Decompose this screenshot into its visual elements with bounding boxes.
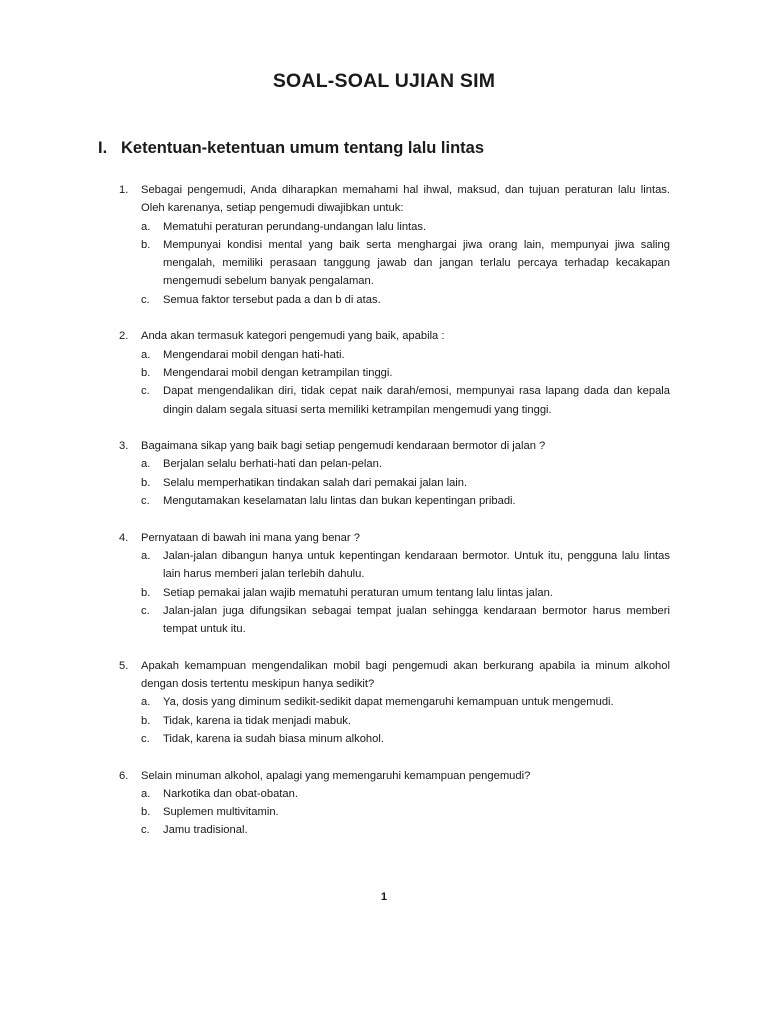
option-text: Jamu tradisional.: [163, 824, 248, 837]
option-item: [141, 821, 670, 839]
option-letter: b.: [141, 714, 151, 727]
option-letter: c.: [141, 604, 150, 617]
option-letter: c.: [141, 824, 150, 837]
section-heading: [98, 139, 484, 158]
option-letter: c.: [141, 293, 150, 306]
option-text: Jalan-jalan dibangun hanya untuk kepentingan kendaraan bermotor. Untuk itu, pengguna lalu lintas lain harus memberi jalan terlebih dahulu.: [163, 549, 670, 581]
option-letter: a.: [141, 348, 151, 361]
option-list: [119, 693, 670, 748]
question-text: Bagaimana sikap yang baik bagi setiap pengemudi kendaraan bermotor di jalan ?: [141, 440, 546, 453]
option-text: Mempunyai kondisi mental yang baik serta menghargai jiwa orang lain, mempunyai jiwa saling mengalah, memiliki perasaan tanggung jawab dan jangan terlalu percaya terhadap kecakapan mengemudi sebelum banyak pengalaman.: [163, 238, 670, 288]
question-text: Pernyataan di bawah ini mana yang benar ?: [141, 531, 360, 544]
option-text: Semua faktor tersebut pada a dan b di atas.: [163, 293, 381, 306]
question-text: Sebagai pengemudi, Anda diharapkan memahami hal ihwal, maksud, dan tujuan peraturan lalu lintas. Oleh karenanya, setiap pengemudi diwajibkan untuk:: [141, 184, 670, 215]
question-number: 5.: [119, 659, 129, 672]
option-item: [141, 474, 670, 492]
option-item: [141, 584, 670, 602]
option-text: Dapat mengendalikan diri, tidak cepat naik darah/emosi, mempunyai rasa lapang dada dan kepala dingin dalam segala situasi serta memiliki ketrampilan mengemudi yang tinggi.: [163, 385, 670, 416]
question-text: Selain minuman alkohol, apalagi yang memengaruhi kemampuan pengemudi?: [141, 769, 531, 782]
option-letter: b.: [141, 476, 151, 489]
question-list: [119, 181, 670, 858]
option-text: Berjalan selalu berhati-hati dan pelan-pelan.: [163, 458, 382, 471]
question-item: [119, 327, 670, 418]
question-number: 3.: [119, 440, 129, 453]
option-text: Narkotika dan obat-obatan.: [163, 787, 298, 800]
option-item: [141, 291, 670, 309]
option-letter: b.: [141, 366, 151, 379]
option-letter: a.: [141, 696, 151, 709]
section-number: I.: [98, 139, 108, 157]
option-letter: a.: [141, 549, 151, 562]
option-item: [141, 364, 670, 382]
question-text: Anda akan termasuk kategori pengemudi yang baik, apabila :: [141, 330, 445, 343]
option-text: Jalan-jalan juga difungsikan sebagai tempat jualan sehingga kendaraan bermotor harus memberi tempat untuk itu.: [163, 604, 670, 636]
option-text: Tidak, karena ia sudah biasa minum alkohol.: [163, 732, 384, 745]
option-item: [141, 803, 670, 821]
question-item: [119, 529, 670, 639]
option-item: [141, 785, 670, 803]
option-item: [141, 346, 670, 364]
option-text: Mematuhi peraturan perundang-undangan lalu lintas.: [163, 220, 427, 233]
option-item: [141, 455, 670, 473]
question-item: [119, 657, 670, 748]
option-text: Mengutamakan keselamatan lalu lintas dan bukan kepentingan pribadi.: [163, 495, 516, 508]
option-text: Suplemen multivitamin.: [163, 806, 279, 819]
question-item: [119, 767, 670, 840]
option-item: [141, 693, 670, 711]
option-list: [119, 346, 670, 419]
option-list: [119, 455, 670, 510]
option-text: Mengendarai mobil dengan hati-hati.: [163, 348, 345, 361]
option-list: [119, 218, 670, 309]
option-letter: a.: [141, 220, 151, 233]
option-letter: a.: [141, 458, 151, 471]
option-letter: b.: [141, 806, 151, 819]
document-title: SOAL-SOAL UJIAN SIM: [272, 70, 496, 92]
option-item: [141, 492, 670, 510]
option-item: [141, 547, 670, 584]
option-item: [141, 712, 670, 730]
option-letter: c.: [141, 385, 150, 398]
option-item: [141, 218, 670, 236]
option-text: Ya, dosis yang diminum sedikit-sedikit dapat memengaruhi kemampuan untuk mengemudi.: [163, 696, 614, 709]
option-letter: a.: [141, 787, 151, 800]
option-letter: b.: [141, 238, 151, 251]
option-text: Tidak, karena ia tidak menjadi mabuk.: [163, 714, 352, 727]
question-item: [119, 181, 670, 309]
option-item: [141, 602, 670, 639]
question-text: Apakah kemampuan mengendalikan mobil bagi pengemudi akan berkurang apabila ia minum alkohol dengan dosis tertentu meskipun hanya sedikit?: [141, 659, 670, 691]
question-item: [119, 437, 670, 510]
option-item: [141, 382, 670, 419]
option-item: [141, 730, 670, 748]
option-text: Mengendarai mobil dengan ketrampilan tinggi.: [163, 366, 393, 379]
question-number: 6.: [119, 769, 129, 782]
option-letter: c.: [141, 732, 150, 745]
option-list: [119, 547, 670, 638]
option-list: [119, 785, 670, 840]
question-number: 2.: [119, 330, 129, 343]
question-number: 4.: [119, 531, 129, 544]
question-number: 1.: [119, 184, 129, 196]
page-number: 1: [380, 891, 388, 903]
option-text: Selalu memperhatikan tindakan salah dari pemakai jalan lain.: [163, 476, 468, 489]
section-heading-text: Ketentuan-ketentuan umum tentang lalu lintas: [121, 139, 485, 157]
option-letter: c.: [141, 495, 150, 508]
option-item: [141, 236, 670, 291]
option-letter: b.: [141, 586, 151, 599]
option-text: Setiap pemakai jalan wajib mematuhi peraturan umum tentang lalu lintas jalan.: [163, 586, 553, 599]
